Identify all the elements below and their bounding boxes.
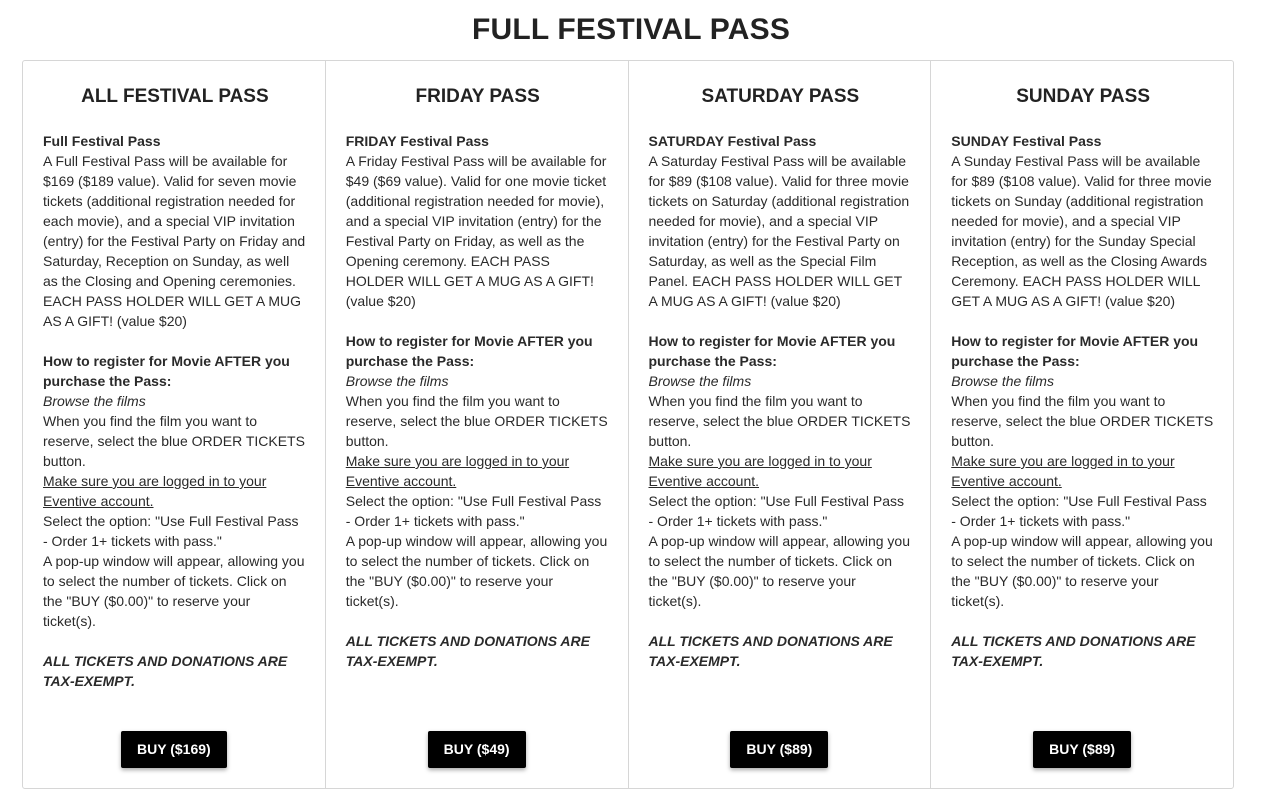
tax-note: ALL TICKETS AND DONATIONS ARE TAX-EXEMPT. (43, 653, 288, 689)
pass-cards (22, 60, 1234, 789)
select-option-text: Select the option: "Use Full Festival Pass - Order 1+ tickets with pass." (648, 493, 905, 529)
popup-text: A pop-up window will appear, allowing you to select the number of tickets. Click on the "BUY ($0.00)" to reserve your ticket(s). (951, 533, 1213, 609)
browse-films-link[interactable]: Browse the films (648, 373, 752, 389)
popup-text: A pop-up window will appear, allowing you to select the number of tickets. Click on the "BUY ($0.00)" to reserve your ticket(s). (43, 553, 305, 629)
logged-in-link[interactable]: Make sure you are logged in to your Eventive account. (648, 453, 872, 489)
buy-all-festival-pass-button[interactable]: BUY ($169) (121, 731, 227, 768)
card-body (951, 131, 1215, 671)
card-description: A Sunday Festival Pass will be available for $89 ($108 value). Valid for three movie tickets on Sunday (additional registration needed for movie), and a special VIP invitation (entry) for the Sunday Special Reception, as well as the Closing Awards Ceremony. EACH PASS HOLDER WILL GET A MUG AS A GIFT! (value $20) (951, 153, 1212, 309)
page-title: FULL FESTIVAL PASS (471, 13, 791, 46)
howto-heading: How to register for Movie AFTER you purchase the Pass: (648, 333, 896, 369)
find-film-text: When you find the film you want to reserve, select the blue ORDER TICKETS button. (43, 413, 305, 469)
tax-note: ALL TICKETS AND DONATIONS ARE TAX-EXEMPT. (951, 633, 1196, 669)
tax-note: ALL TICKETS AND DONATIONS ARE TAX-EXEMPT. (345, 633, 590, 669)
card-friday-pass (326, 61, 629, 788)
popup-text: A pop-up window will appear, allowing you to select the number of tickets. Click on the "BUY ($0.00)" to reserve your ticket(s). (648, 533, 910, 609)
card-description: A Friday Festival Pass will be available for $49 ($69 value). Valid for one movie ticket (additional registration needed for movie), and a special VIP invitation (entry) for the Festival Party on Friday, as well as the Opening ceremony. EACH PASS HOLDER WILL GET A MUG AS A GIFT! (value $20) (345, 153, 607, 309)
card-sunday-pass (931, 61, 1233, 788)
card-title: ALL FESTIVAL PASS (81, 86, 269, 107)
howto-heading: How to register for Movie AFTER you purchase the Pass: (43, 353, 290, 389)
card-subtitle: SUNDAY Festival Pass (951, 133, 1102, 149)
card-body (346, 131, 610, 671)
card-title: FRIDAY PASS (415, 86, 540, 107)
card-subtitle: Full Festival Pass (43, 133, 161, 149)
logged-in-link[interactable]: Make sure you are logged in to your Eventive account. (345, 453, 570, 489)
card-subtitle: FRIDAY Festival Pass (345, 133, 489, 149)
select-option-text: Select the option: "Use Full Festival Pass - Order 1+ tickets with pass." (951, 493, 1207, 529)
howto-heading: How to register for Movie AFTER you purchase the Pass: (951, 333, 1199, 369)
buy-sunday-pass-button[interactable]: BUY ($89) (1033, 731, 1131, 768)
popup-text: A pop-up window will appear, allowing you to select the number of tickets. Click on the "BUY ($0.00)" to reserve your ticket(s). (345, 533, 608, 609)
card-description: A Full Festival Pass will be available for $169 ($189 value). Valid for seven movie tickets (additional registration needed for each movie), and a special VIP invitation (entry) for the Festival Party on Friday and Saturday, Reception on Sunday, as well as the Closing and Opening ceremonies. EACH PASS HOLDER WILL GET A MUG AS A GIFT! (value $20) (43, 153, 306, 329)
find-film-text: When you find the film you want to reserve, select the blue ORDER TICKETS button. (648, 393, 911, 449)
card-description: A Saturday Festival Pass will be available for $89 ($108 value). Valid for three movie tickets on Saturday (additional registration needed for movie), and a special VIP invitation (entry) for the Festival Party on Saturday, as well as the Special Film Panel. EACH PASS HOLDER WILL GET A MUG AS A GIFT! (value $20) (648, 153, 910, 309)
select-option-text: Select the option: "Use Full Festival Pass - Order 1+ tickets with pass." (345, 493, 602, 529)
browse-films-link[interactable]: Browse the films (951, 373, 1054, 389)
buy-saturday-pass-button[interactable]: BUY ($89) (730, 731, 828, 768)
card-subtitle: SATURDAY Festival Pass (648, 133, 817, 149)
find-film-text: When you find the film you want to reserve, select the blue ORDER TICKETS button. (345, 393, 608, 449)
card-body (43, 131, 307, 691)
card-title: SATURDAY PASS (701, 86, 860, 107)
select-option-text: Select the option: "Use Full Festival Pass - Order 1+ tickets with pass." (43, 513, 299, 549)
browse-films-link[interactable]: Browse the films (43, 393, 146, 409)
find-film-text: When you find the film you want to reserve, select the blue ORDER TICKETS button. (951, 393, 1214, 449)
browse-films-link[interactable]: Browse the films (345, 373, 449, 389)
tax-note: ALL TICKETS AND DONATIONS ARE TAX-EXEMPT. (648, 633, 893, 669)
card-title: SUNDAY PASS (1016, 86, 1150, 107)
card-saturday-pass (629, 61, 932, 788)
buy-friday-pass-button[interactable]: BUY ($49) (428, 731, 526, 768)
card-all-festival-pass (23, 61, 326, 788)
card-body (649, 131, 913, 671)
logged-in-link[interactable]: Make sure you are logged in to your Eventive account. (951, 453, 1175, 489)
logged-in-link[interactable]: Make sure you are logged in to your Eventive account. (43, 473, 267, 509)
howto-heading: How to register for Movie AFTER you purchase the Pass: (345, 333, 593, 369)
